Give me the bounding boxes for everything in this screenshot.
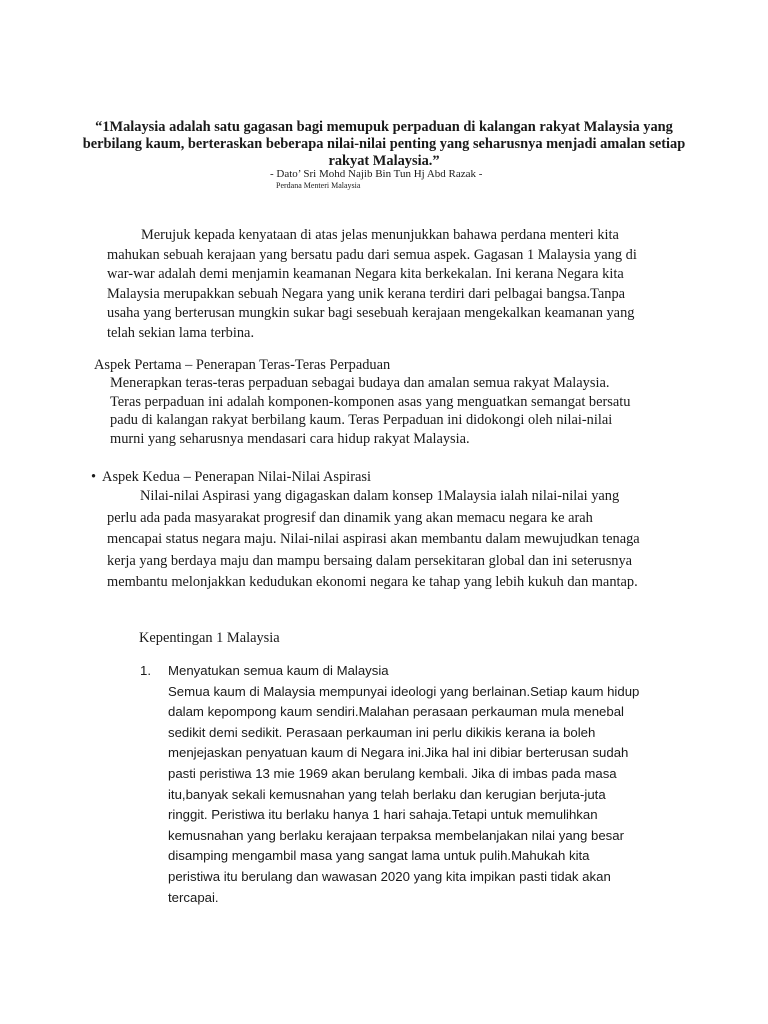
intro-line: mahukan sebuah kerajaan yang bersatu padu dari semua aspek. Gagasan 1 Malaysia yang di xyxy=(107,246,637,263)
quote-author: - Dato’ Sri Mohd Najib Bin Tun Hj Abd Razak - xyxy=(270,168,483,180)
aspek-kedua-line: mencapai status negara maju. Nilai-nilai aspirasi akan membantu dalam mewujudkan tenaga xyxy=(107,531,640,548)
aspek-pertama-line: Menerapkan teras-teras perpaduan sebagai budaya dan amalan semua rakyat Malaysia. xyxy=(110,375,610,391)
aspek-pertama-line: padu di kalangan rakyat berbilang kaum. Teras Perpaduan ini didokongi oleh nilai-nilai xyxy=(110,412,613,429)
aspek-kedua-paragraph xyxy=(107,486,667,594)
list-item-line: peristiwa itu berulang dan wawasan 2020 yang kita impikan pasti tidak akan xyxy=(168,868,611,884)
list-item-line: dalam kepompong kaum sendiri.Malahan perasaan perkauman mula menebal xyxy=(168,704,624,720)
list-item-line: pasti peristiwa 13 mie 1969 akan berulang kembali. Jika di imbas pada masa xyxy=(168,765,617,781)
aspek-kedua-heading xyxy=(91,468,371,487)
aspek-kedua-line: kerja yang berdaya maju dan mampu bersaing dalam persekitaran global dan ini seterusnya xyxy=(107,552,633,569)
intro-line: Merujuk kepada kenyataan di atas jelas menunjukkan bahawa perdana menteri kita xyxy=(141,227,619,243)
intro-paragraph xyxy=(107,226,667,344)
list-item-line: kemusnahan yang berlaku kerajaan terpaksa membelanjakan nilai yang besar xyxy=(168,827,624,843)
list-item-number: 1. xyxy=(140,663,151,678)
intro-line: Malaysia merupakkan sebuah Negara yang unik kerana terdiri dari pelbagai bangsa.Tanpa xyxy=(107,285,626,302)
aspek-pertama-line: Teras perpaduan ini adalah komponen-komponen asas yang menguatkan semangat bersatu xyxy=(110,393,631,410)
list-item-title: Menyatukan semua kaum di Malaysia xyxy=(168,663,389,678)
aspek-pertama-heading: Aspek Pertama – Penerapan Teras-Teras Perpaduan xyxy=(94,357,391,373)
list-item-line: tercapai. xyxy=(168,889,219,905)
list-item-line: Semua kaum di Malaysia mempunyai ideologi yang berlainan.Setiap kaum hidup xyxy=(168,683,640,699)
intro-line: war-war adalah demi menjamin keamanan Negara kita berkekalan. Ini kerana Negara kita xyxy=(107,266,624,283)
quote-author-role: Perdana Menteri Malaysia xyxy=(276,181,361,190)
aspek-kedua-line: membantu melonjakkan kedudukan ekonomi negara ke tahap yang lebih kukuh dan mantap. xyxy=(107,574,638,591)
aspek-kedua-line: Nilai-nilai Aspirasi yang digagaskan dalam konsep 1Malaysia ialah nilai-nilai yang xyxy=(140,488,620,504)
opening-quote: “1Malaysia adalah satu gagasan bagi memupuk perpaduan di kalangan rakyat Malaysia yang berbilang kaum, berteraskan beberapa nilai-nilai penting yang seharusnya menjadi amalan setiap rakyat Malaysia.” xyxy=(82,119,686,169)
list-item-body xyxy=(168,682,668,909)
list-item-line: sedikit demi sedikit. Perasaan perkauman ini perlu dikikis kerana ia boleh xyxy=(168,724,596,740)
bullet-icon: • xyxy=(91,469,97,485)
list-item-line: disamping mengambil masa yang sangat lama untuk pulih.Mahukah kita xyxy=(168,848,590,864)
aspek-kedua-heading-text: Aspek Kedua – Penerapan Nilai-Nilai Aspirasi xyxy=(102,469,371,485)
intro-line: usaha yang berterusan mungkin sukar bagi sesebuah kerajaan mengekalkan keamanan yang xyxy=(107,305,635,322)
aspek-kedua-line: perlu ada pada masyarakat progresif dan dinamik yang akan memacu negara ke arah xyxy=(107,509,593,526)
intro-line: telah sekian lama terbina. xyxy=(107,324,255,341)
aspek-pertama-paragraph xyxy=(110,374,673,448)
list-item-line: menjejaskan penyatuan kaum di Negara ini.Jika hal ini dibiar berterusan sudah xyxy=(168,745,629,761)
list-item-line: ringgit. Peristiwa itu berlaku hanya 1 hari sahaja.Tetapi untuk memulihkan xyxy=(168,807,598,823)
list-item-line: itu,banyak sekali kemusnahan yang telah berlaku dan kerugian berjuta-juta xyxy=(168,786,606,802)
kepentingan-heading: Kepentingan 1 Malaysia xyxy=(139,630,280,646)
aspek-pertama-line: murni yang seharusnya mendasari cara hidup rakyat Malaysia. xyxy=(110,430,470,447)
quote-attribution xyxy=(270,168,482,191)
